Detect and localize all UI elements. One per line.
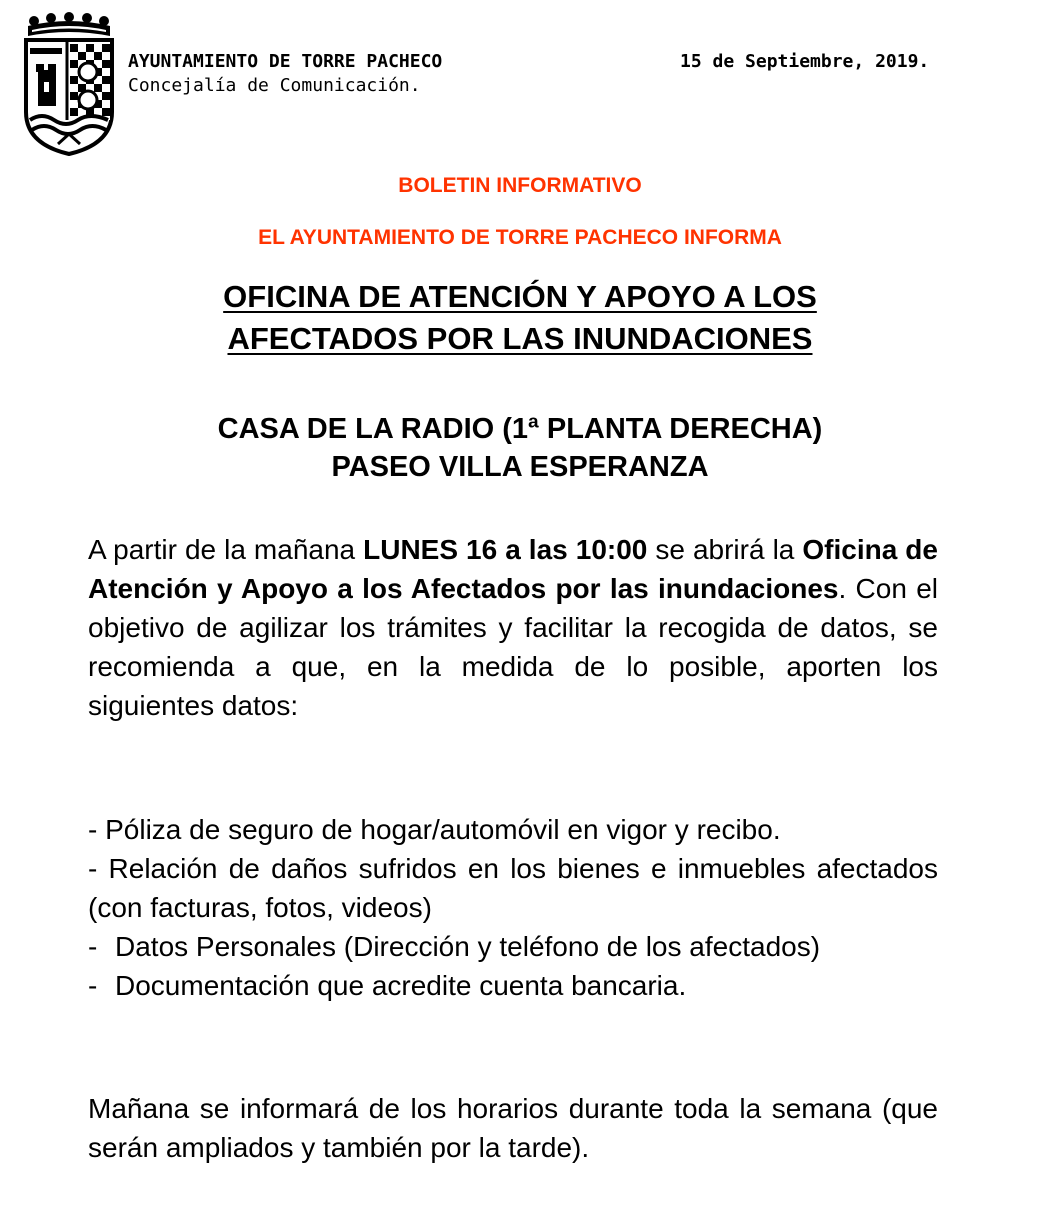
intro-text-3: . Con el objetivo de agilizar los trámites y facilitar la recogida de datos, se recomienda a que, en la medida de lo posible, aporten los siguientes datos:: [88, 573, 938, 721]
list-item-text: Documentación que acredite cuenta bancaria.: [115, 970, 687, 1001]
intro-paragraph: [88, 530, 938, 725]
title-line-1: OFICINA DE ATENCIÓN Y APOYO A LOS: [223, 279, 817, 314]
list-item: [88, 927, 938, 966]
location-line-1: CASA DE LA RADIO (1ª PLANTA DERECHA): [217, 413, 823, 445]
location-block: [0, 410, 1040, 486]
organization-name: AYUNTAMIENTO DE TORRE PACHECO: [128, 51, 443, 72]
page-title: [0, 276, 1040, 360]
bulletin-heading: BOLETIN INFORMATIVO: [398, 174, 642, 197]
document-date: 15 de Septiembre, 2019.: [680, 51, 930, 72]
requirements-list: [88, 810, 938, 1005]
intro-bold-office: Oficina de Atención y Apoyo a los Afectados por las inundaciones: [88, 534, 938, 604]
closing-paragraph: Mañana se informará de los horarios durante toda la semana (que serán ampliados y también por la tarde).: [88, 1093, 938, 1163]
intro-bold-date: LUNES 16 a las 10:00: [363, 534, 648, 565]
informs-heading: EL AYUNTAMIENTO DE TORRE PACHECO INFORMA: [258, 226, 782, 249]
list-item: [88, 966, 938, 1005]
intro-text-1: A partir de la mañana: [88, 534, 364, 565]
list-item: - Relación de daños sufridos en los bienes e inmuebles afectados (con facturas, fotos, videos): [88, 853, 938, 923]
title-line-2: AFECTADOS POR LAS INUNDACIONES: [227, 321, 813, 356]
coat-of-arms-icon: [22, 12, 116, 157]
organization-block: [128, 50, 442, 98]
list-dash: -: [88, 970, 98, 1001]
location-line-2: PASEO VILLA ESPERANZA: [331, 451, 709, 483]
document-header: [22, 12, 942, 162]
department-name: Concejalía de Comunicación.: [128, 75, 421, 96]
list-dash: -: [88, 931, 98, 962]
intro-text-2: se abrirá la: [647, 534, 803, 565]
list-item-text: Datos Personales (Dirección y teléfono de los afectados): [115, 931, 821, 962]
list-item: - Póliza de seguro de hogar/automóvil en vigor y recibo.: [88, 814, 781, 845]
